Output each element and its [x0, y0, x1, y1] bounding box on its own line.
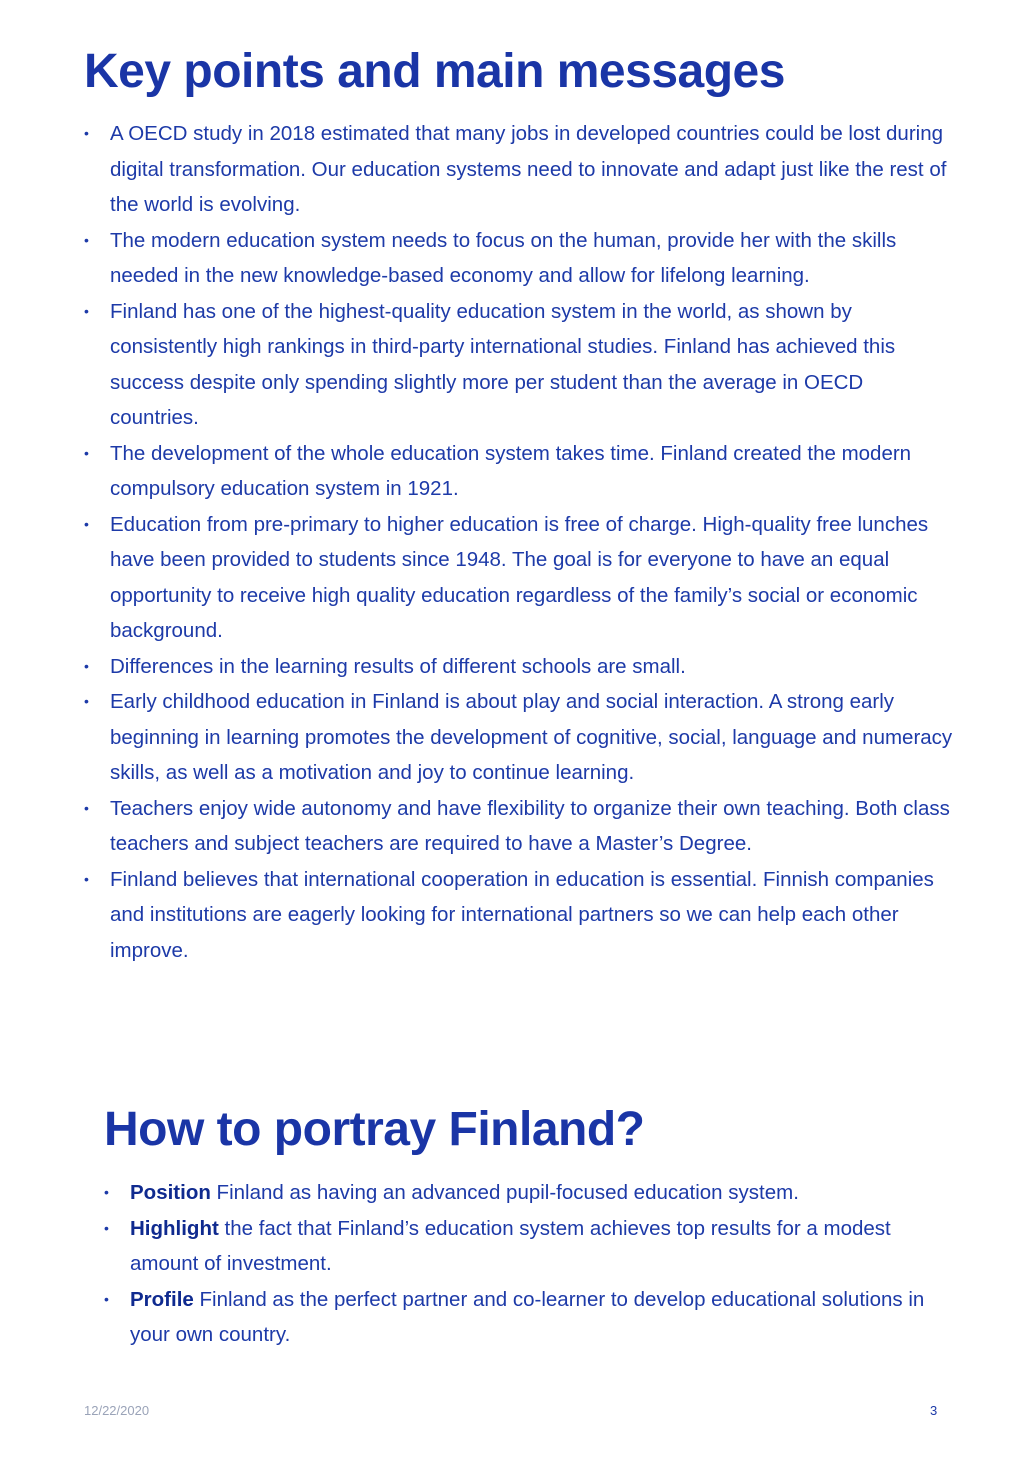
list-item	[84, 294, 954, 436]
list-item	[84, 223, 954, 294]
bullet-icon: •	[84, 302, 89, 319]
bullet-icon: •	[84, 870, 89, 887]
bullet-icon: •	[84, 693, 89, 709]
list-item-text: Teachers enjoy wide autonomy and have flexibility to organize their own teaching. Both class teachers and subject teachers are required to have a Master’s Degree.	[110, 796, 950, 855]
list-item-lead: Profile	[130, 1287, 194, 1311]
key-points-list	[84, 116, 954, 968]
list-item	[84, 649, 954, 685]
list-item	[84, 684, 954, 791]
bullet-icon: •	[84, 799, 89, 816]
bullet-icon: •	[84, 125, 89, 141]
list-item-text: Finland has one of the highest-quality education system in the world, as shown by consistently high rankings in third-party international studies. Finland has achieved this success despite only spending slightly more per student than the average in OECD countries.	[110, 299, 896, 429]
section-title-key-points: Key points and main messages	[84, 45, 785, 98]
bullet-icon: •	[84, 515, 89, 532]
list-item-text: Education from pre-primary to higher education is free of charge. High-quality free lunches have been provided to students since 1948. The goal is for everyone to have an equal opportunity to receive high quality education regardless of the family’s social or economic background.	[110, 512, 929, 642]
list-item-lead: Highlight	[130, 1216, 219, 1240]
list-item	[84, 862, 954, 969]
bullet-icon: •	[104, 1184, 109, 1200]
list-item-text: Finland as the perfect partner and co-learner to develop educational solutions in your own country.	[130, 1287, 925, 1346]
bullet-icon: •	[84, 657, 89, 674]
list-item	[84, 791, 954, 862]
list-item-text: Finland as having an advanced pupil-focused education system.	[210, 1181, 799, 1204]
list-item-lead: Position	[130, 1181, 211, 1204]
list-item	[104, 1282, 954, 1353]
list-item	[104, 1175, 954, 1211]
list-item-text: Differences in the learning results of different schools are small.	[110, 654, 686, 678]
list-item-text: Early childhood education in Finland is about play and social interaction. A strong early beginning in learning promotes the development of cognitive, social, language and numeracy skills, as well as a motivation and joy to continue learning.	[110, 690, 953, 784]
list-item	[84, 507, 954, 649]
page-number: 3	[930, 1403, 938, 1418]
footer-date: 12/22/2020	[84, 1403, 150, 1418]
section-title-portray-finland: How to portray Finland?	[104, 1103, 645, 1156]
list-item-text: The development of the whole education system takes time. Finland created the modern compulsory education system in 1921.	[110, 441, 912, 500]
list-item	[84, 436, 954, 507]
bullet-icon: •	[104, 1290, 109, 1307]
list-item-text: The modern education system needs to focus on the human, provide her with the skills needed in the new knowledge-based economy and allow for lifelong learning.	[110, 228, 897, 287]
bullet-icon: •	[104, 1219, 109, 1236]
list-item-text: the fact that Finland’s education system achieves top results for a modest amount of investment.	[130, 1216, 891, 1275]
list-item	[84, 116, 954, 223]
list-item-text: A OECD study in 2018 estimated that many jobs in developed countries could be lost during digital transformation. Our education systems need to innovate and adapt just like the rest of the world is evolving.	[110, 122, 947, 216]
portray-finland-list	[104, 1175, 954, 1353]
list-item	[104, 1211, 954, 1282]
bullet-icon: •	[84, 444, 89, 461]
list-item-text: Finland believes that international cooperation in education is essential. Finnish companies and institutions are eagerly looking for international partners so we can help each other improve.	[110, 867, 934, 962]
bullet-icon: •	[84, 231, 89, 248]
